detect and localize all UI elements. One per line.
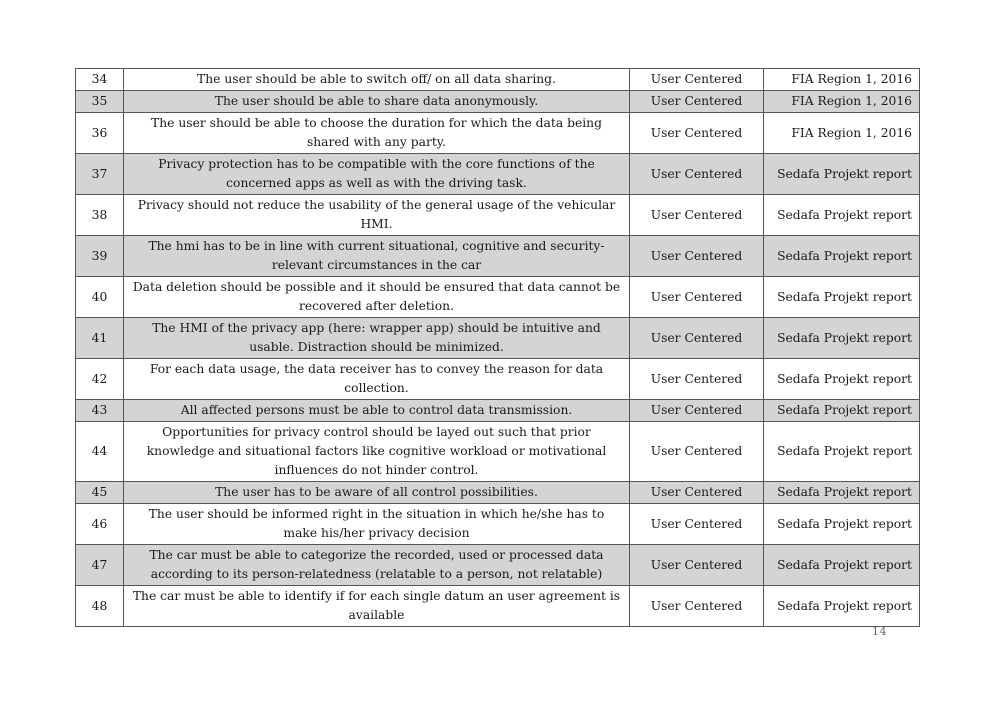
requirement-category: User Centered — [630, 91, 764, 113]
requirement-category: User Centered — [630, 586, 764, 627]
requirement-category: User Centered — [630, 195, 764, 236]
requirement-source: Sedafa Projekt report — [764, 482, 920, 504]
requirement-description: Opportunities for privacy control should be layed out such that prior knowledge and situational factors like cognitive workload or motivational influences do not hinder control. — [124, 422, 630, 482]
requirement-number: 48 — [76, 586, 124, 627]
requirement-source: Sedafa Projekt report — [764, 318, 920, 359]
requirement-source: Sedafa Projekt report — [764, 359, 920, 400]
requirement-source: Sedafa Projekt report — [764, 195, 920, 236]
requirement-source: Sedafa Projekt report — [764, 504, 920, 545]
requirement-description: The car must be able to identify if for each single datum an user agreement is available — [124, 586, 630, 627]
requirement-source: Sedafa Projekt report — [764, 422, 920, 482]
table-row — [76, 236, 920, 277]
requirement-category: User Centered — [630, 318, 764, 359]
requirement-description: For each data usage, the data receiver has to convey the reason for data collection. — [124, 359, 630, 400]
table-row — [76, 545, 920, 586]
requirement-description: Data deletion should be possible and it should be ensured that data cannot be recovered after deletion. — [124, 277, 630, 318]
requirement-description: All affected persons must be able to control data transmission. — [124, 400, 630, 422]
requirement-number: 47 — [76, 545, 124, 586]
table-row — [76, 113, 920, 154]
table-row — [76, 154, 920, 195]
requirement-description: The hmi has to be in line with current situational, cognitive and security-relevant circumstances in the car — [124, 236, 630, 277]
table-row — [76, 504, 920, 545]
requirement-number: 34 — [76, 69, 124, 91]
table-row — [76, 69, 920, 91]
page-number: 14 — [872, 625, 887, 638]
requirement-number: 35 — [76, 91, 124, 113]
requirement-source: FIA Region 1, 2016 — [764, 113, 920, 154]
requirement-description: The user should be able to choose the duration for which the data being shared with any party. — [124, 113, 630, 154]
requirement-source: FIA Region 1, 2016 — [764, 69, 920, 91]
table-row — [76, 277, 920, 318]
requirement-category: User Centered — [630, 545, 764, 586]
requirement-number: 43 — [76, 400, 124, 422]
requirement-category: User Centered — [630, 359, 764, 400]
table-row — [76, 318, 920, 359]
requirement-category: User Centered — [630, 113, 764, 154]
requirement-category: User Centered — [630, 69, 764, 91]
requirement-description: The user should be informed right in the situation in which he/she has to make his/her privacy decision — [124, 504, 630, 545]
requirement-source: Sedafa Projekt report — [764, 236, 920, 277]
requirement-category: User Centered — [630, 277, 764, 318]
requirement-number: 41 — [76, 318, 124, 359]
requirement-number: 39 — [76, 236, 124, 277]
requirement-number: 40 — [76, 277, 124, 318]
requirement-source: Sedafa Projekt report — [764, 586, 920, 627]
requirement-description: Privacy protection has to be compatible with the core functions of the concerned apps as well as with the driving task. — [124, 154, 630, 195]
requirement-description: The HMI of the privacy app (here: wrapper app) should be intuitive and usable. Distraction should be minimized. — [124, 318, 630, 359]
table-row — [76, 422, 920, 482]
requirement-source: FIA Region 1, 2016 — [764, 91, 920, 113]
requirement-number: 46 — [76, 504, 124, 545]
requirement-source: Sedafa Projekt report — [764, 277, 920, 318]
requirements-table — [75, 68, 920, 627]
requirement-number: 42 — [76, 359, 124, 400]
requirement-number: 44 — [76, 422, 124, 482]
table-row — [76, 586, 920, 627]
requirement-category: User Centered — [630, 422, 764, 482]
requirement-source: Sedafa Projekt report — [764, 154, 920, 195]
table-row — [76, 91, 920, 113]
table-row — [76, 359, 920, 400]
requirement-source: Sedafa Projekt report — [764, 400, 920, 422]
requirement-description: Privacy should not reduce the usability of the general usage of the vehicular HMI. — [124, 195, 630, 236]
requirement-description: The car must be able to categorize the recorded, used or processed data according to its person-relatedness (relatable to a person, not relatable) — [124, 545, 630, 586]
requirement-category: User Centered — [630, 400, 764, 422]
requirement-category: User Centered — [630, 482, 764, 504]
requirement-source: Sedafa Projekt report — [764, 545, 920, 586]
requirement-number: 38 — [76, 195, 124, 236]
requirement-description: The user should be able to switch off/ on all data sharing. — [124, 69, 630, 91]
table-row — [76, 482, 920, 504]
requirement-description: The user has to be aware of all control possibilities. — [124, 482, 630, 504]
requirements-table-body — [76, 69, 920, 627]
requirement-number: 36 — [76, 113, 124, 154]
requirement-category: User Centered — [630, 154, 764, 195]
table-row — [76, 400, 920, 422]
requirement-category: User Centered — [630, 504, 764, 545]
requirement-number: 37 — [76, 154, 124, 195]
table-row — [76, 195, 920, 236]
requirement-category: User Centered — [630, 236, 764, 277]
requirement-number: 45 — [76, 482, 124, 504]
requirement-description: The user should be able to share data anonymously. — [124, 91, 630, 113]
